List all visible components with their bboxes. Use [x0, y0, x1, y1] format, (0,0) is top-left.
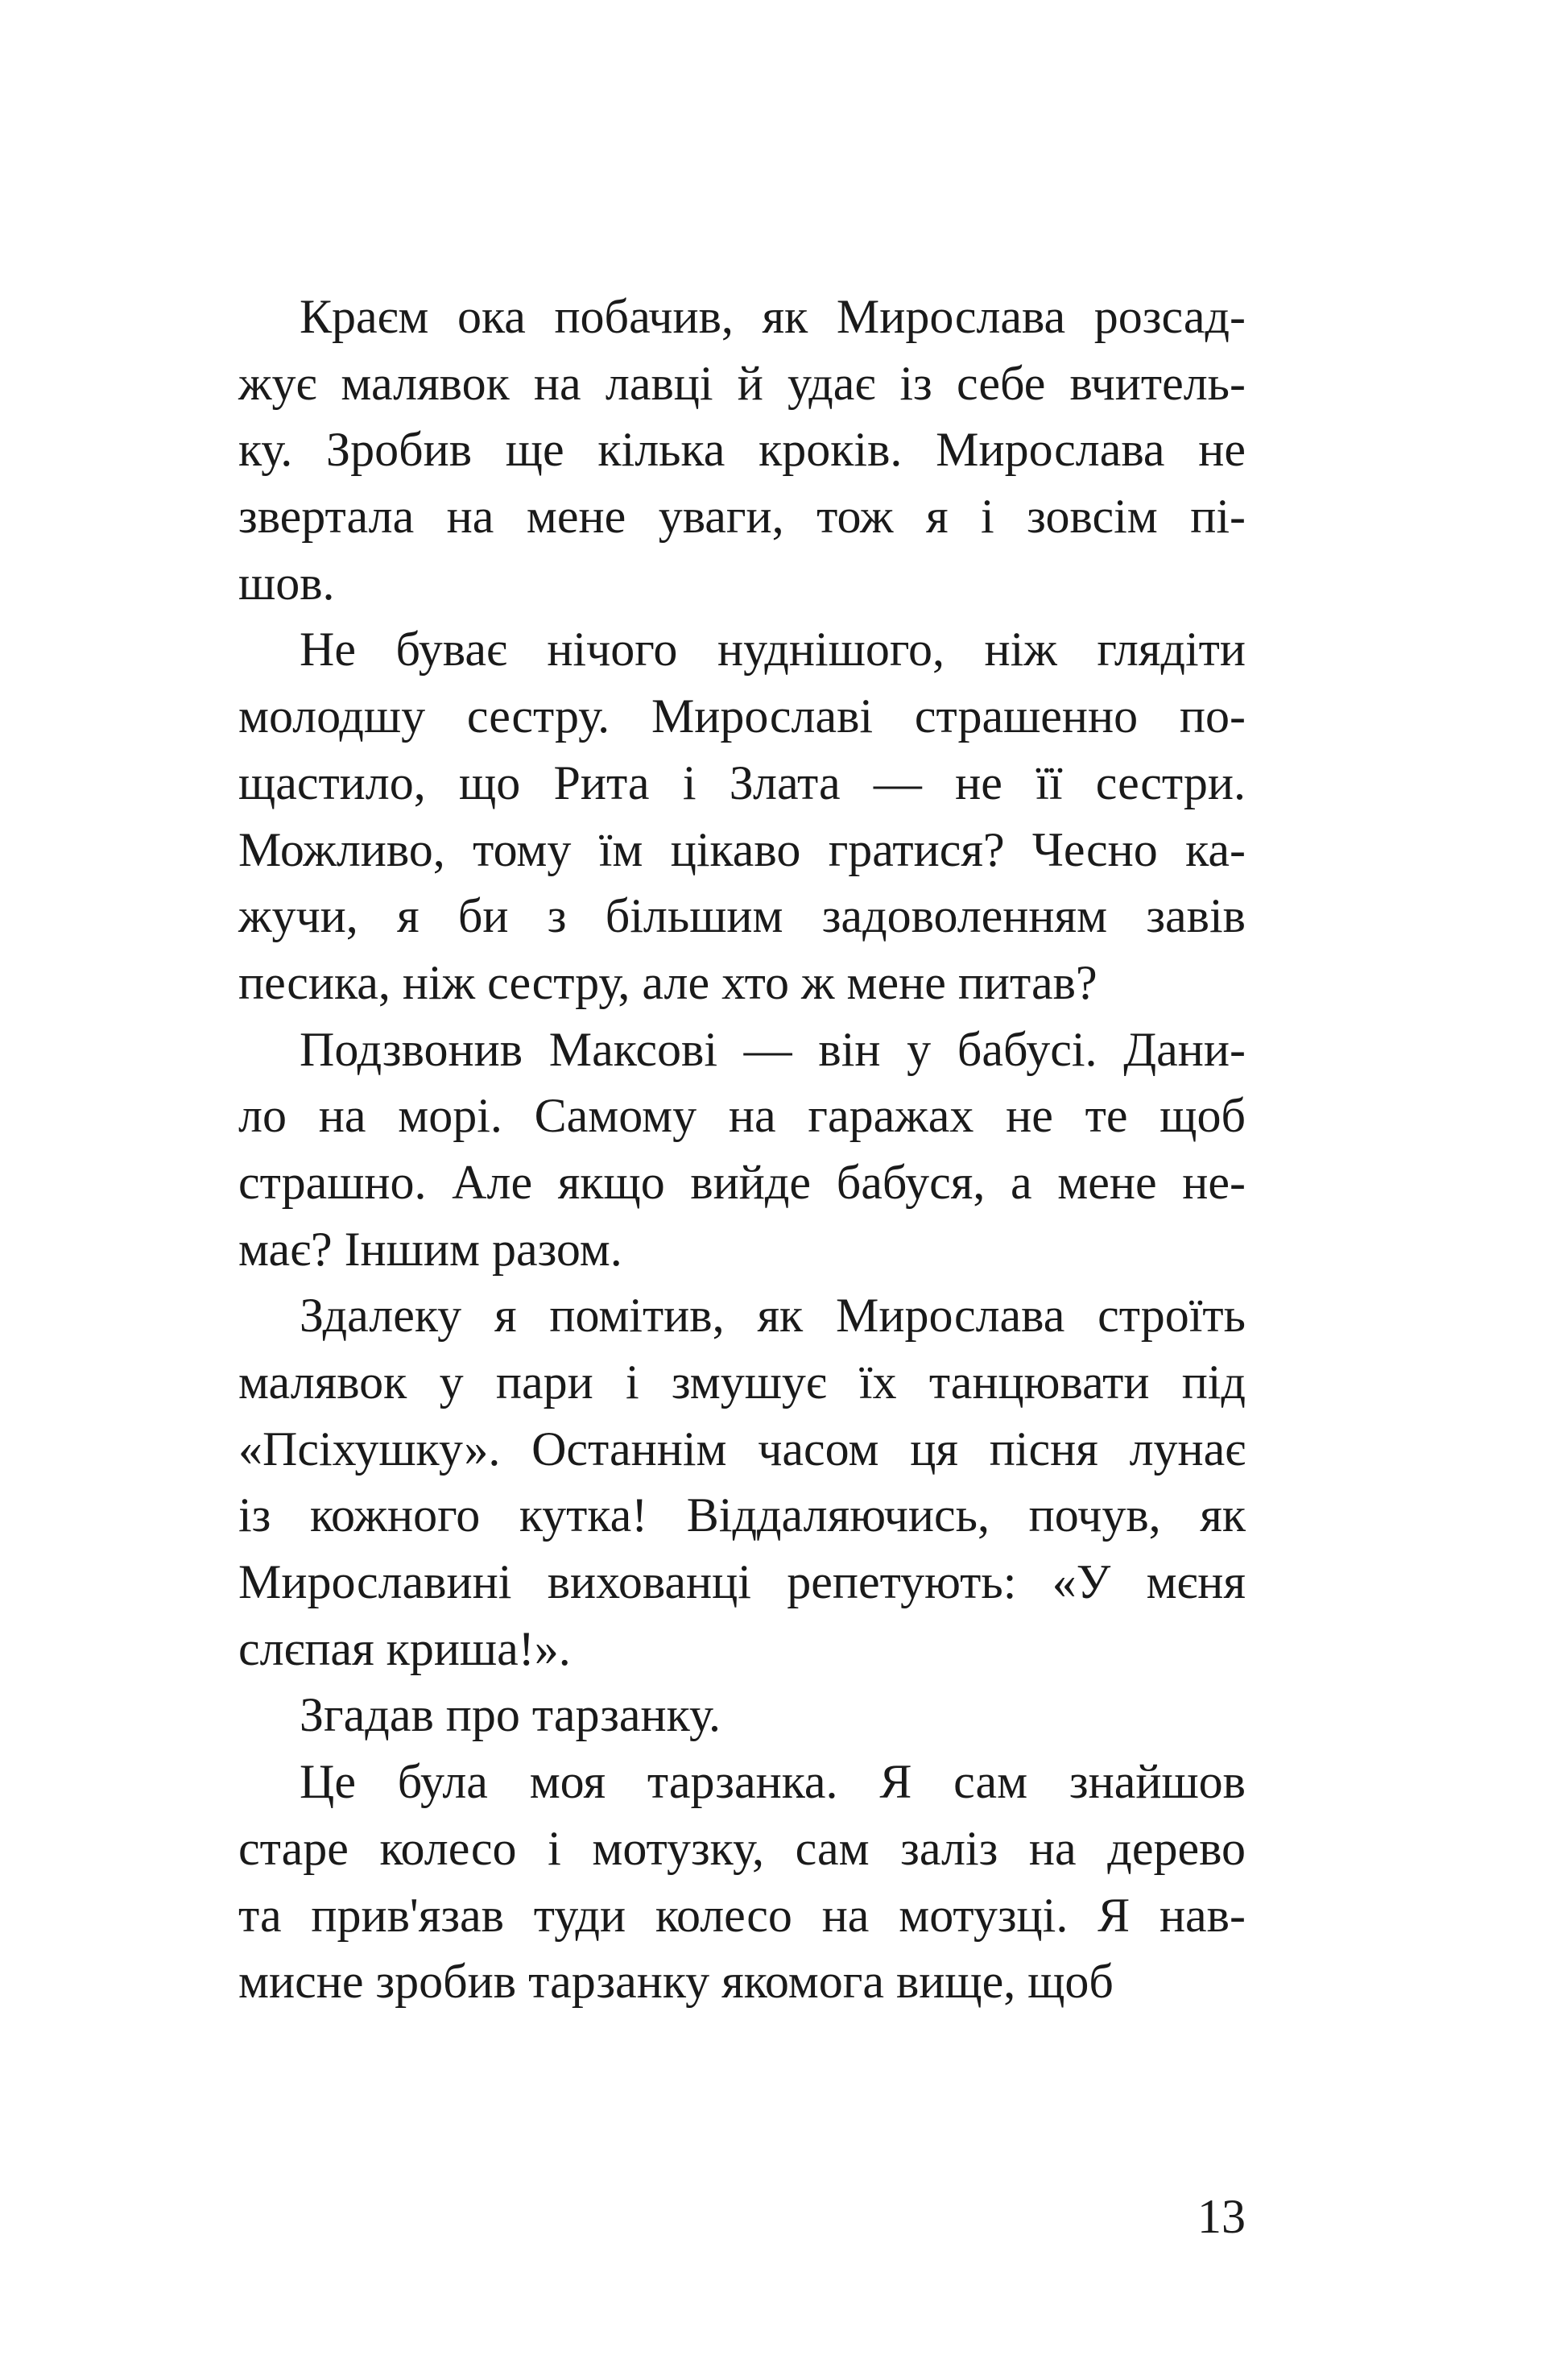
paragraph: [238, 1282, 1246, 1682]
text-line: Мирославині вихованці репетують: «У мєня: [238, 1555, 1246, 1609]
text-line: молодшу сестру. Мирославі страшенно по-: [238, 689, 1246, 743]
text-line: Це була моя тарзанка. Я сам знайшов: [300, 1755, 1246, 1809]
text-line: із кожного кутка! Віддаляючись, почув, як: [238, 1488, 1246, 1542]
text-line: «Псіхушку». Останнім часом ця пісня лунає: [238, 1422, 1246, 1476]
text-line: жує малявок на лавці й удає із себе вчитель-: [238, 356, 1246, 410]
text-line: Краєм ока побачив, як Мирослава розсад-: [300, 290, 1246, 343]
text-line: звертала на мене уваги, тож я і зовсім пі-: [238, 490, 1246, 544]
text-line: має? Іншим разом.: [238, 1222, 622, 1276]
text-line: Не буває нічого нуднішого, ніж глядіти: [300, 623, 1246, 677]
body-text: [238, 284, 1246, 2015]
text-line: Згадав про тарзанку.: [300, 1688, 721, 1742]
text-line: слєпая криша!».: [238, 1621, 571, 1675]
text-line: Подзвонив Максові — він у бабусі. Дани-: [300, 1022, 1246, 1076]
paragraph: [238, 616, 1246, 1016]
text-line: ло на морі. Самому на гаражах не те щоб: [238, 1089, 1246, 1143]
paragraph: [238, 1682, 1246, 1749]
paragraph: [238, 284, 1246, 616]
page-number: 13: [1197, 2190, 1246, 2243]
text-line: шов.: [238, 556, 335, 610]
text-line: песика, ніж сестру, але хто ж мене питав?: [238, 955, 1097, 1009]
text-line: та прив'язав туди колесо на мотузці. Я нав-: [238, 1888, 1246, 1942]
text-line: Можливо, тому їм цікаво гратися? Чесно ка-: [238, 822, 1246, 876]
paragraph: [238, 1749, 1246, 2015]
text-line: ку. Зробив ще кілька кроків. Мирослава не: [238, 423, 1246, 477]
paragraph: [238, 1016, 1246, 1283]
text-line: щастило, що Рита і Злата — не її сестри.: [238, 755, 1246, 809]
text-line: малявок у пари і змушує їх танцювати під: [238, 1356, 1246, 1409]
text-line: Здалеку я помітив, як Мирослава строїть: [300, 1289, 1246, 1343]
text-line: мисне зробив тарзанку якомога вище, щоб: [238, 1955, 1114, 2009]
text-line: страшно. Але якщо вийде бабуся, а мене не-: [238, 1155, 1246, 1209]
text-line: старе колесо і мотузку, сам заліз на дерево: [238, 1821, 1246, 1875]
text-line: жучи, я би з більшим задоволенням завів: [238, 889, 1246, 943]
